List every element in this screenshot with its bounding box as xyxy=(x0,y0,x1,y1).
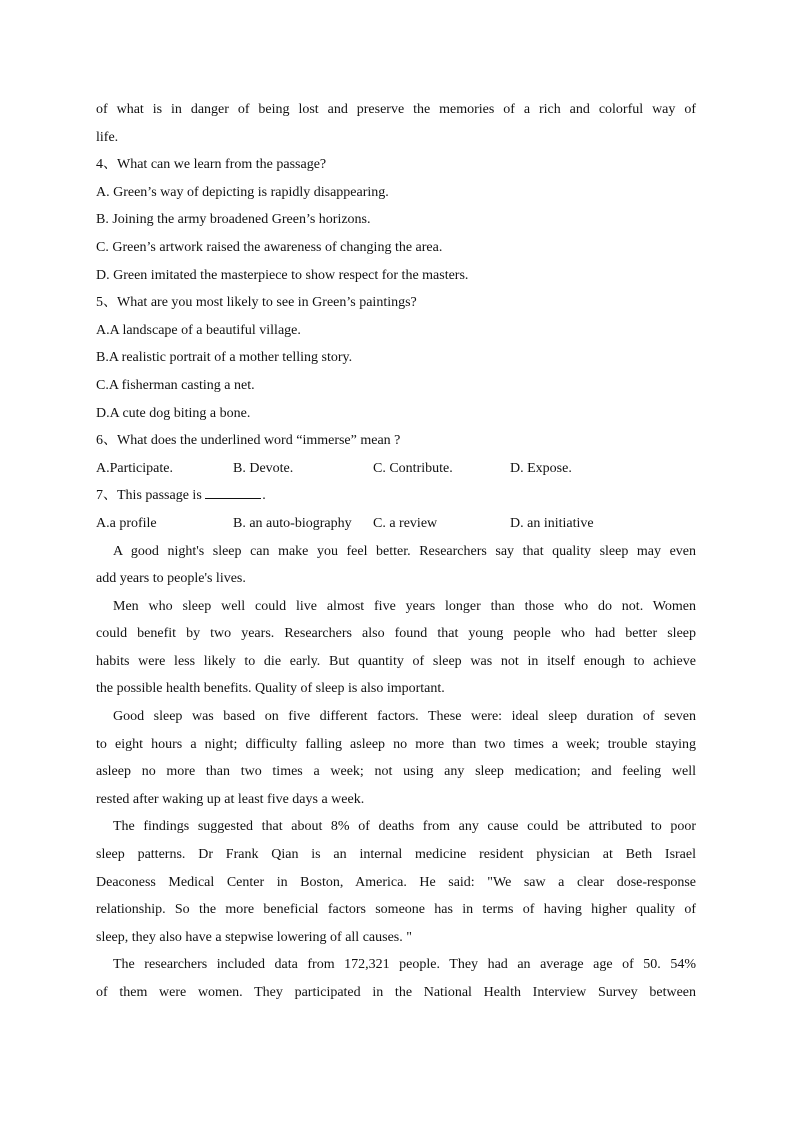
article-p5-line-2: of them were women. They participated in the National Health Interview Survey between xyxy=(96,985,696,1000)
question-5-option-d: D.A cute dog biting a bone. xyxy=(96,405,251,421)
article-p3-line-2: to eight hours a night; difficulty falling asleep no more than two times a week; trouble staying xyxy=(96,736,696,752)
question-6-option-d: D. Expose. xyxy=(510,460,572,476)
article-p4-line-5: sleep, they also have a stepwise lowering of all causes. " xyxy=(96,929,412,945)
question-7-stem xyxy=(96,482,696,510)
question-4-option-c: C. Green’s artwork raised the awareness of changing the area. xyxy=(96,239,443,255)
article-p2-line-4: the possible health benefits. Quality of sleep is also important. xyxy=(96,681,445,697)
question-5-stem: 5、What are you most likely to see in Green’s paintings? xyxy=(96,295,417,311)
question-6-option-a: A.Participate. xyxy=(96,460,173,476)
question-6-option-b: B. Devote. xyxy=(233,460,294,476)
question-7-option-c: C. a review xyxy=(373,515,438,531)
article-p3-line-1: Good sleep was based on five different factors. These were: ideal sleep duration of seven xyxy=(113,709,696,725)
article-p4-line-2: sleep patterns. Dr Frank Qian is an internal medicine resident physician at Beth Israel xyxy=(96,847,696,863)
question-6-options xyxy=(96,455,696,483)
question-7-stem-suffix: . xyxy=(262,488,266,504)
article-p2-line-1: Men who sleep well could live almost five years longer than those who do not. Women xyxy=(113,598,696,614)
question-7-stem-prefix: 7、This passage is xyxy=(96,488,202,504)
answer-blank xyxy=(205,484,261,499)
article-p4-line-3: Deaconess Medical Center in Boston, America. He said: "We saw a clear dose-response xyxy=(96,874,696,890)
question-5-option-b: B.A realistic portrait of a mother telling story. xyxy=(96,350,353,366)
article-p2-line-2: could benefit by two years. Researchers also found that young people who had better sleep xyxy=(96,626,696,642)
question-7-option-d: D. an initiative xyxy=(510,515,594,531)
article-p1-line-1: A good night's sleep can make you feel better. Researchers say that quality sleep may even xyxy=(113,543,696,559)
page-content xyxy=(96,96,696,1007)
article-p2-line-3: habits were less likely to die early. But quantity of sleep was not in itself enough to achieve xyxy=(96,653,696,669)
question-4-option-d: D. Green imitated the masterpiece to show respect for the masters. xyxy=(96,267,469,283)
question-7-option-b: B. an auto-biography xyxy=(233,515,352,531)
question-5-option-c: C.A fisherman casting a net. xyxy=(96,377,255,393)
article-p4-line-1: The findings suggested that about 8% of deaths from any cause could be attributed to poor xyxy=(113,819,696,835)
passage-end-line-1: of what is in danger of being lost and preserve the memories of a rich and colorful way of xyxy=(96,102,696,117)
question-6-stem: 6、What does the underlined word “immerse” mean ? xyxy=(96,433,401,449)
question-4-option-a: A. Green’s way of depicting is rapidly disappearing. xyxy=(96,184,389,200)
question-5-option-a: A.A landscape of a beautiful village. xyxy=(96,322,301,338)
question-6-option-c: C. Contribute. xyxy=(373,460,453,476)
question-7-options xyxy=(96,510,696,538)
article-p5-line-1: The researchers included data from 172,321 people. They had an average age of 50. 54% xyxy=(113,957,696,973)
article-p3-line-4: rested after waking up at least five days a week. xyxy=(96,791,365,807)
question-7-option-a: A.a profile xyxy=(96,515,157,531)
article-p3-line-3: asleep no more than two times a week; not using any sleep medication; and feeling well xyxy=(96,764,696,780)
question-4-stem: 4、What can we learn from the passage? xyxy=(96,157,327,173)
passage-end-line-2: life. xyxy=(96,129,119,145)
article-p4-line-4: relationship. So the more beneficial factors someone has in terms of having higher quality of xyxy=(96,902,696,918)
question-4-option-b: B. Joining the army broadened Green’s horizons. xyxy=(96,212,371,228)
article-p1-line-2: add years to people's lives. xyxy=(96,571,246,587)
